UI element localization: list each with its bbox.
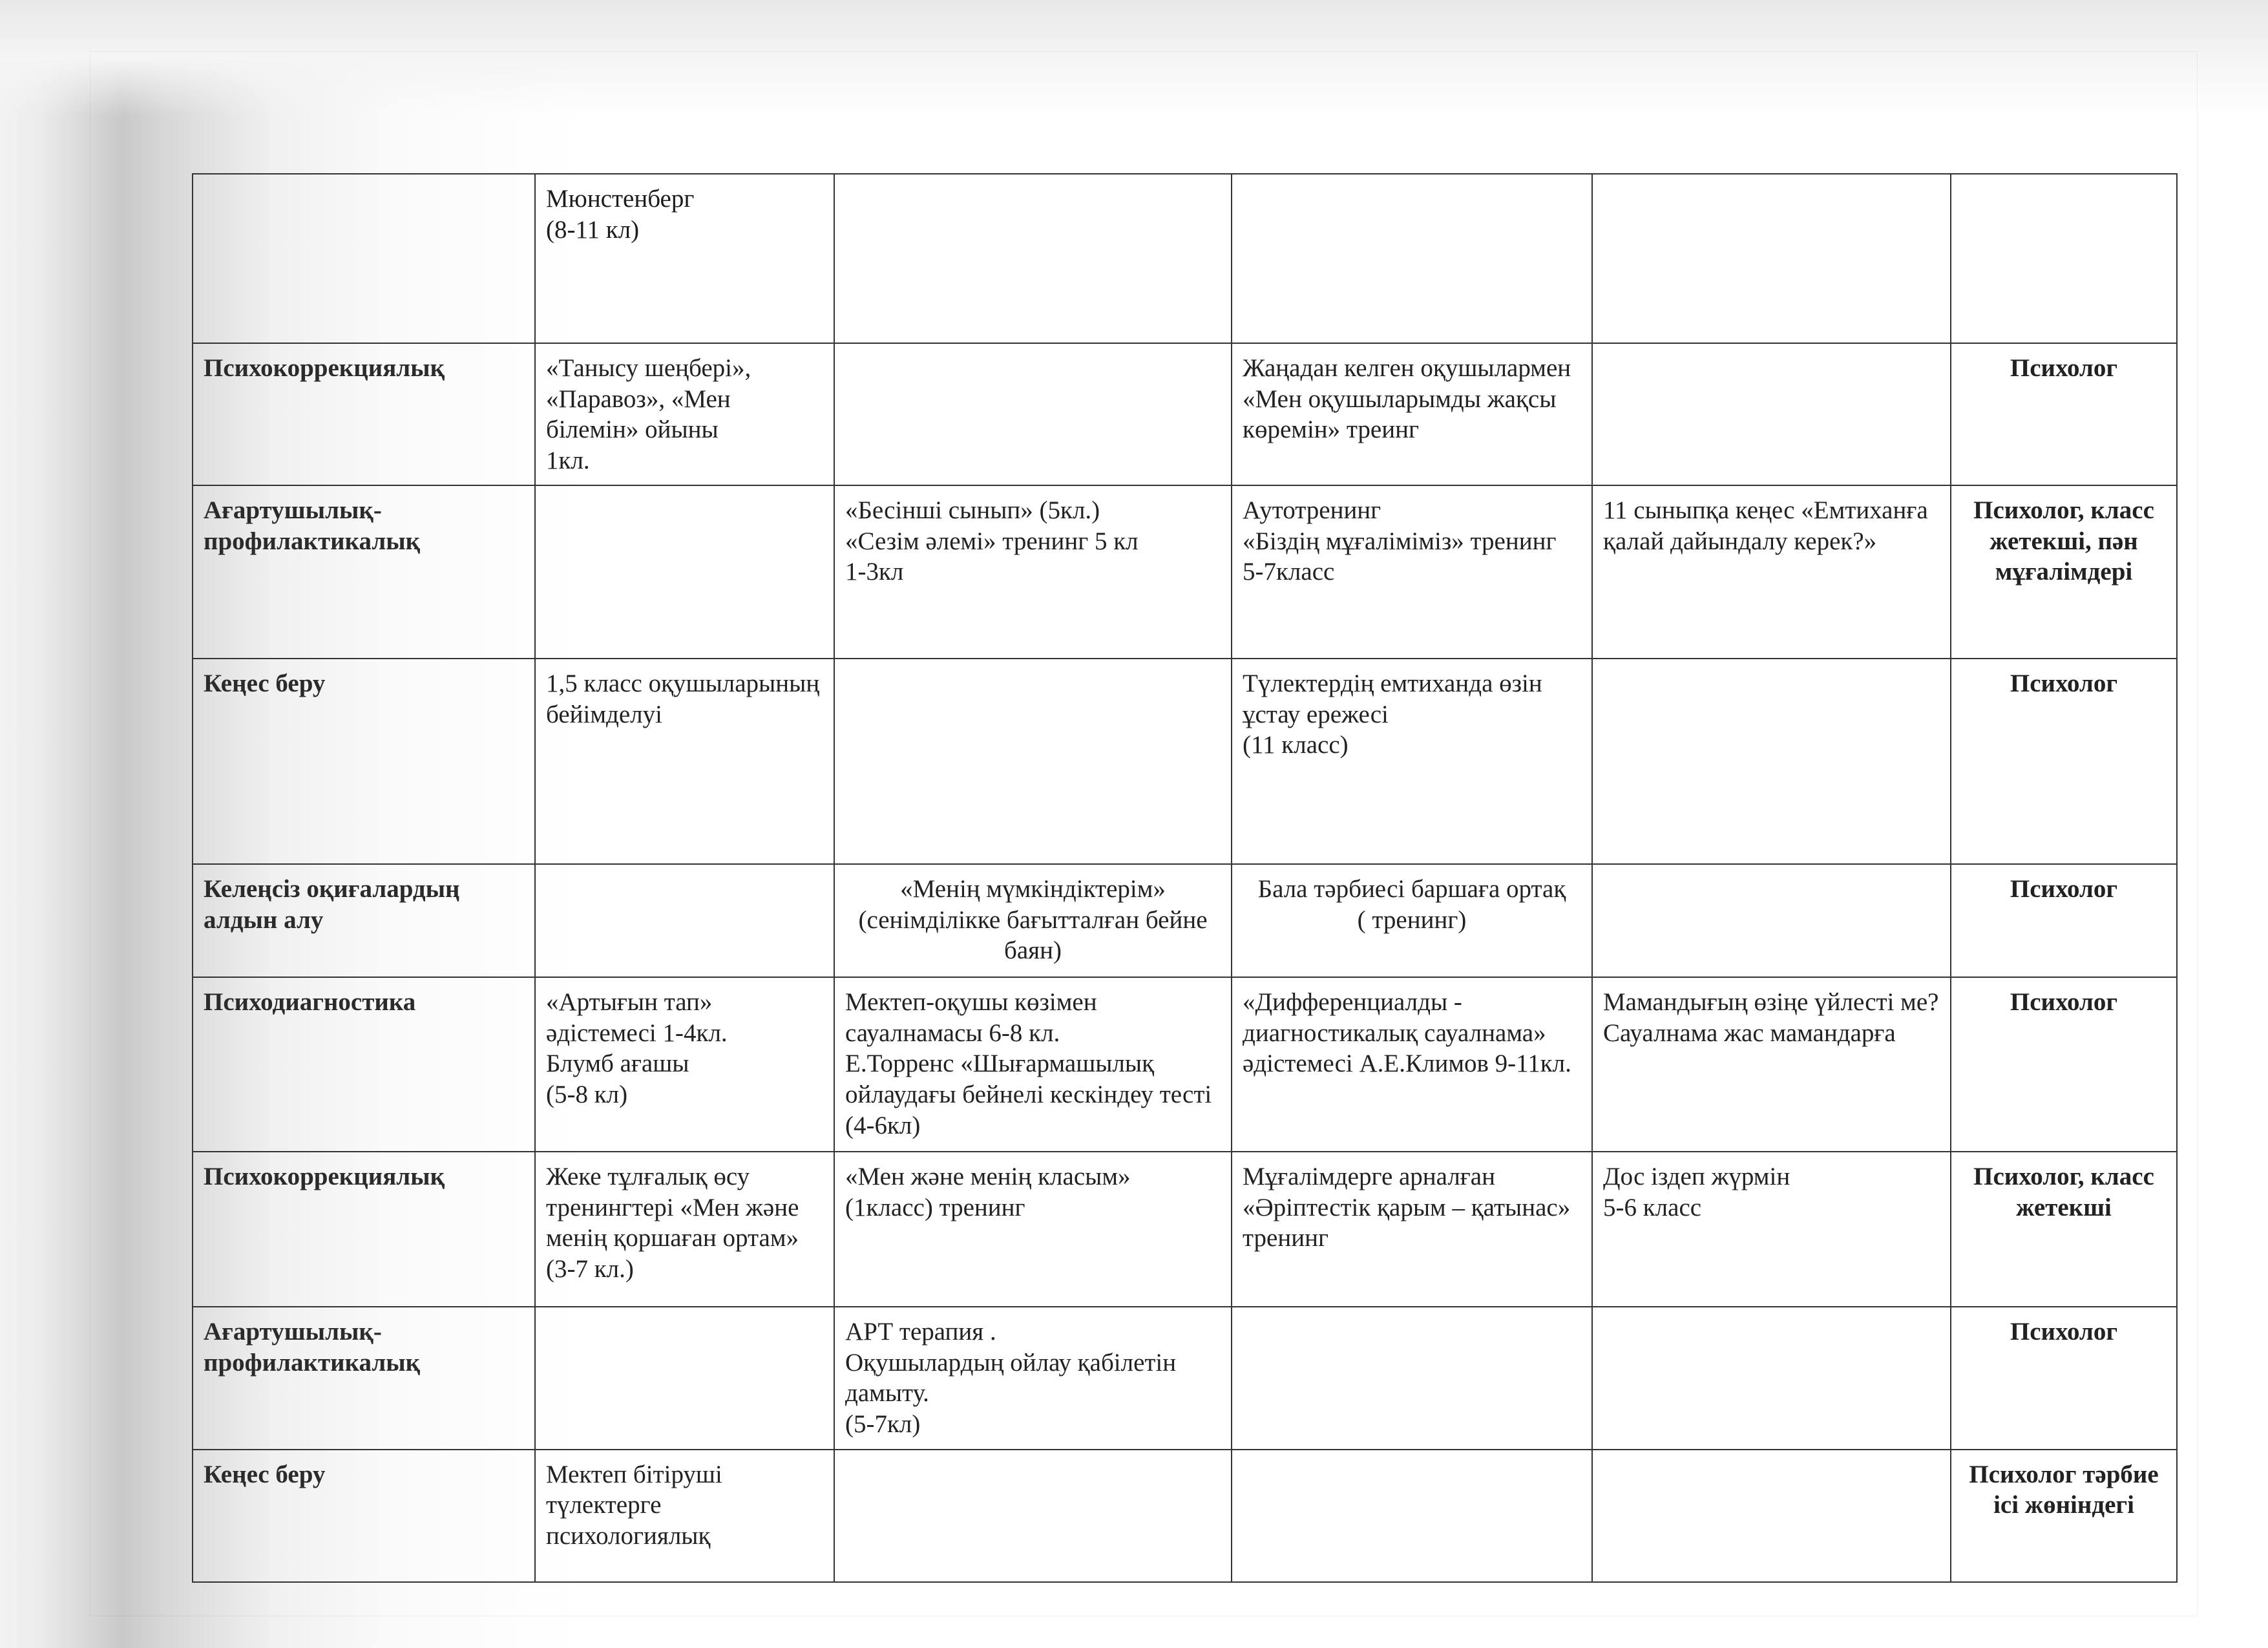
activity-text: АРТ терапия . Оқушылардың ойлау қабілетін дамыту. (5-7кл): [845, 1318, 1177, 1439]
responsible-cell: Психолог: [1951, 659, 2177, 864]
responsible-cell: Психолог: [1951, 864, 2177, 977]
activity-cell: [1592, 977, 1951, 1152]
table-row: [193, 1307, 2177, 1449]
activity-cell: [535, 1152, 834, 1307]
activity-cell: [1232, 977, 1592, 1152]
activity-cell: [1592, 659, 1951, 864]
table-row: [193, 174, 2177, 343]
responsible-cell: Психолог, класс жетекші, пән мұғалімдері: [1951, 485, 2177, 659]
activity-cell: [1592, 343, 1951, 485]
category-cell: Психокоррекциялық: [193, 343, 535, 485]
activity-cell: [1592, 485, 1951, 659]
category-cell: Кеңес беру: [193, 659, 535, 864]
activity-cell: [1232, 1152, 1592, 1307]
activity-cell: [834, 1152, 1232, 1307]
activity-text: Мамандығың өзіңе үйлесті ме? Сауалнама жас мамандарға: [1603, 988, 1939, 1047]
table-row: [193, 1152, 2177, 1307]
activity-cell: [834, 977, 1232, 1152]
table-row: [193, 864, 2177, 977]
activity-text: Аутотренинг «Біздің мұғаліміміз» тренинг 5-7класс: [1243, 496, 1557, 586]
activity-cell: [834, 864, 1232, 977]
activity-text: «Бесінші сынып» (5кл.) «Сезім әлемі» тренинг 5 кл 1-3кл: [845, 496, 1139, 586]
activity-cell: [834, 174, 1232, 343]
activity-cell: [834, 485, 1232, 659]
activity-cell: [1232, 1307, 1592, 1449]
responsible-cell: Психолог: [1951, 1307, 2177, 1449]
activity-text: «Дифференциалды - диагностикалық сауалнама» әдістемесі А.Е.Климов 9-11кл.: [1243, 988, 1571, 1078]
category-cell: Кеңес беру: [193, 1450, 535, 1582]
activity-cell: [1232, 659, 1592, 864]
activity-cell: [1592, 1450, 1951, 1582]
activity-cell: [1232, 1450, 1592, 1582]
category-cell: Ағартушылық-профилактикалық: [193, 485, 535, 659]
activity-text: Бала тәрбиесі баршаға ортақ ( тренинг): [1257, 875, 1566, 934]
activity-cell: [535, 174, 834, 343]
responsible-cell: Психолог: [1951, 343, 2177, 485]
activity-cell: [834, 343, 1232, 485]
activity-cell: [535, 864, 834, 977]
activity-cell: [1232, 864, 1592, 977]
activity-text: Мұғалімдерге арналған «Әріптестік қарым – қатынас» тренинг: [1243, 1163, 1571, 1252]
work-plan-table: [192, 173, 2178, 1583]
responsible-cell: Психолог тәрбие ісі жөніндегі: [1951, 1450, 2177, 1582]
activity-cell: [535, 343, 834, 485]
category-cell: Келеңсіз оқиғалардың алдын алу: [193, 864, 535, 977]
table-row: [193, 659, 2177, 864]
activity-cell: [834, 1307, 1232, 1449]
activity-cell: [535, 485, 834, 659]
responsible-cell: Психолог, класс жетекші: [1951, 1152, 2177, 1307]
responsible-cell: Психолог: [1951, 977, 2177, 1152]
activity-text: Жаңадан келген оқушылармен «Мен оқушыларымды жақсы көремін» треинг: [1243, 354, 1571, 444]
activity-text: Түлектердің емтиханда өзін ұстау ережесі (11 класс): [1243, 670, 1542, 759]
activity-text: «Менің мүмкіндіктерім» (сенімділікке бағытталған бейне баян): [858, 875, 1208, 965]
activity-text: 11 сыныпқа кеңес «Емтиханға қалай дайындалу керек?»: [1603, 496, 1928, 555]
activity-text: Дос іздеп жүрмін 5-6 класс: [1603, 1163, 1790, 1221]
category-cell: Ағартушылық-профилактикалық: [193, 1307, 535, 1449]
activity-cell: [1232, 485, 1592, 659]
activity-text: Мектеп-оқушы көзімен сауалнамасы 6-8 кл. Е.Торренс «Шығармашылық ойлаудағы бейнелі кескіндеу тесті (4-6кл): [845, 988, 1212, 1139]
activity-cell: [834, 659, 1232, 864]
activity-cell: [535, 977, 834, 1152]
table-row: [193, 977, 2177, 1152]
activity-text: 1,5 класс оқушыларының бейімделуі: [546, 670, 820, 728]
activity-text: Мектеп бітіруші түлектерге психологиялық: [546, 1460, 722, 1550]
activity-cell: [1592, 1307, 1951, 1449]
category-cell: Психокоррекциялық: [193, 1152, 535, 1307]
table-row: [193, 485, 2177, 659]
activity-text: Жеке тұлғалық өсу тренингтері «Мен және менің қоршаған ортам» (3-7 кл.): [546, 1163, 799, 1284]
category-cell: Психодиагностика: [193, 977, 535, 1152]
responsible-cell: [1951, 174, 2177, 343]
activity-cell: [1232, 174, 1592, 343]
activity-cell: [1592, 864, 1951, 977]
activity-cell: [834, 1450, 1232, 1582]
activity-text: «Танысу шеңбері», «Паравоз», «Мен білемін» ойыны 1кл.: [546, 354, 751, 474]
activity-cell: [1592, 1152, 1951, 1307]
activity-cell: [1592, 174, 1951, 343]
activity-cell: [535, 659, 834, 864]
activity-cell: [535, 1450, 834, 1582]
activity-cell: [1232, 343, 1592, 485]
activity-text: «Мен және менің класым» (1класс) тренинг: [845, 1163, 1131, 1221]
table-row: [193, 1450, 2177, 1582]
table-row: [193, 343, 2177, 485]
activity-text: Мюнстенберг (8-11 кл): [546, 185, 695, 244]
activity-text: «Артығын тап» әдістемесі 1-4кл. Блумб ағашы (5-8 кл): [546, 988, 728, 1109]
category-cell: [193, 174, 535, 343]
activity-cell: [535, 1307, 834, 1449]
